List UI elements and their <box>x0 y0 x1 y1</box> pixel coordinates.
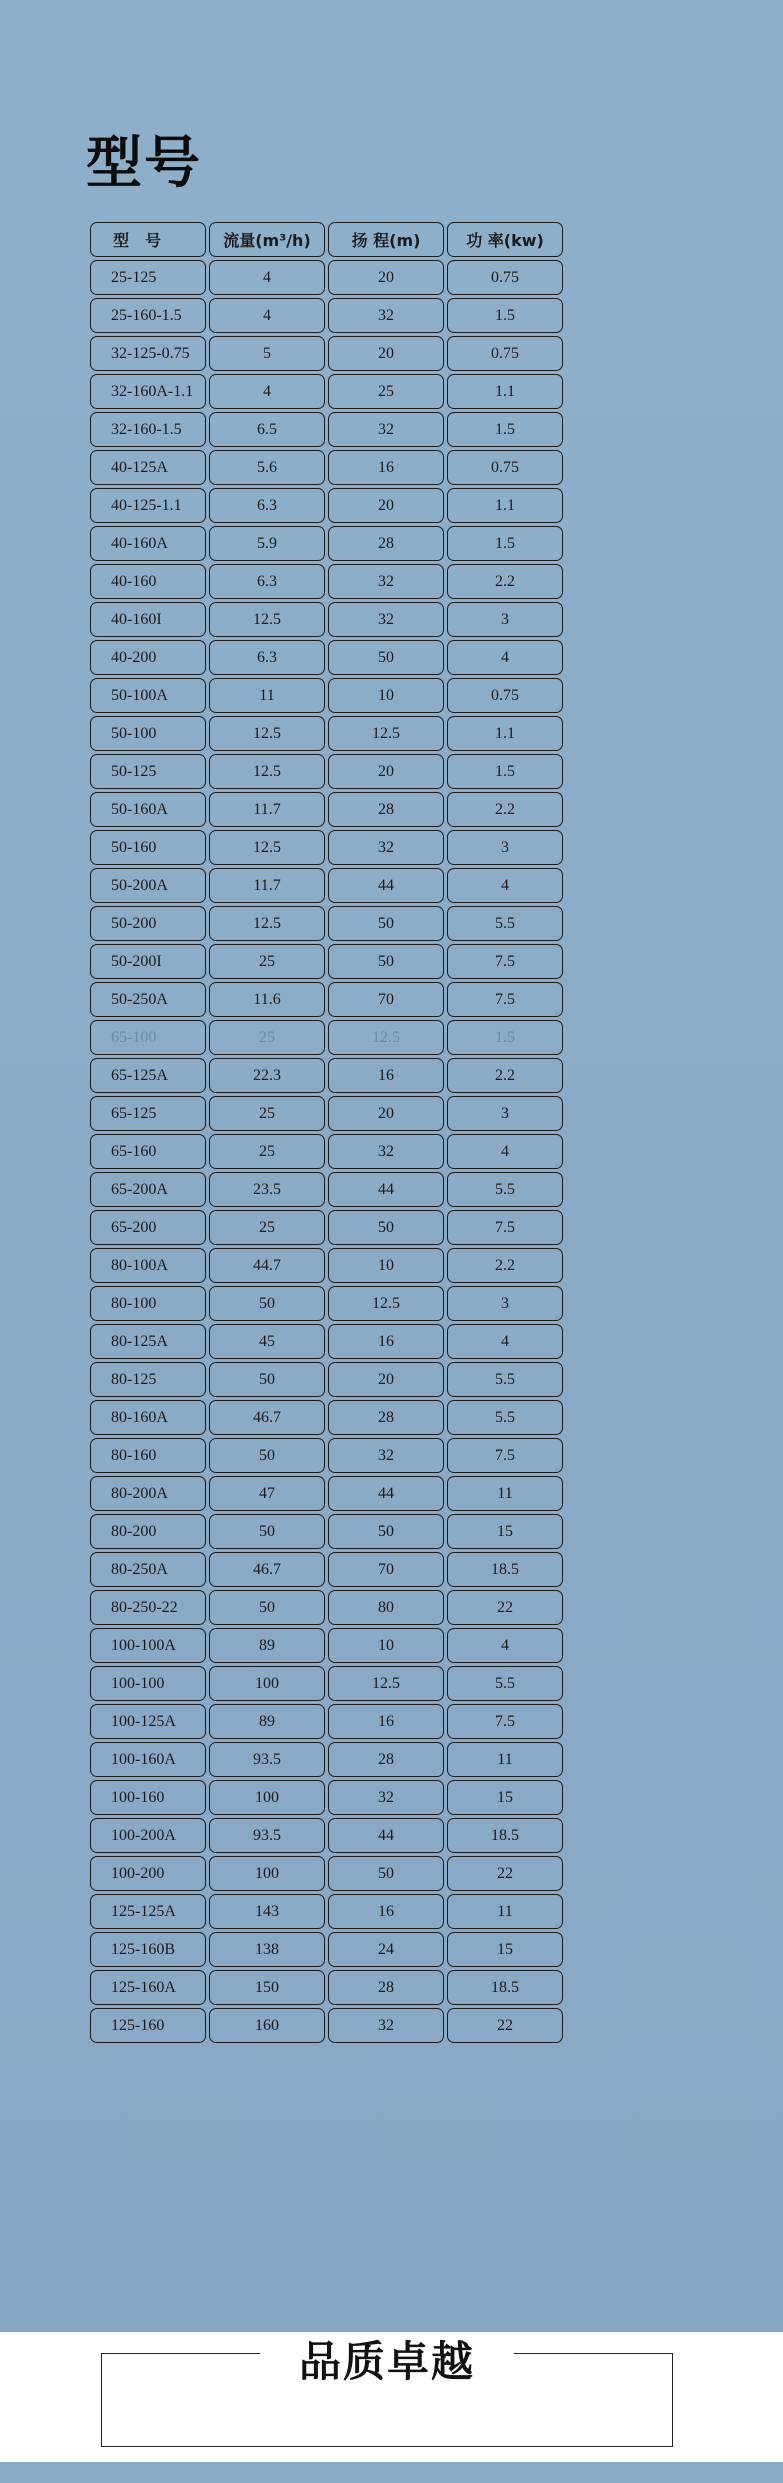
cell-flow: 150 <box>209 1970 325 2005</box>
cell-power: 4 <box>447 1324 563 1359</box>
header-power: 功 率(kw) <box>447 222 563 257</box>
cell-head: 10 <box>328 1248 444 1283</box>
cell-head: 50 <box>328 944 444 979</box>
cell-head: 32 <box>328 602 444 637</box>
cell-head: 12.5 <box>328 1020 444 1055</box>
cell-power: 18.5 <box>447 1818 563 1853</box>
cell-power: 15 <box>447 1780 563 1815</box>
cell-model: 32-160A-1.1 <box>90 374 206 409</box>
cell-model: 65-125A <box>90 1058 206 1093</box>
cell-power: 1.5 <box>447 754 563 789</box>
cell-flow: 5.9 <box>209 526 325 561</box>
cell-model: 40-160 <box>90 564 206 599</box>
cell-power: 11 <box>447 1476 563 1511</box>
footer-band <box>0 2332 783 2462</box>
cell-power: 0.75 <box>447 450 563 485</box>
cell-power: 5.5 <box>447 1666 563 1701</box>
cell-power: 7.5 <box>447 1438 563 1473</box>
cell-flow: 50 <box>209 1514 325 1549</box>
cell-power: 11 <box>447 1742 563 1777</box>
cell-flow: 12.5 <box>209 830 325 865</box>
cell-power: 0.75 <box>447 260 563 295</box>
cell-power: 7.5 <box>447 982 563 1017</box>
cell-head: 70 <box>328 982 444 1017</box>
cell-head: 12.5 <box>328 1666 444 1701</box>
cell-flow: 6.3 <box>209 640 325 675</box>
cell-power: 4 <box>447 640 563 675</box>
cell-power: 3 <box>447 1096 563 1131</box>
cell-flow: 6.3 <box>209 488 325 523</box>
cell-flow: 5 <box>209 336 325 371</box>
cell-flow: 143 <box>209 1894 325 1929</box>
cell-power: 7.5 <box>447 1704 563 1739</box>
cell-head: 12.5 <box>328 1286 444 1321</box>
cell-model: 100-160A <box>90 1742 206 1777</box>
cell-flow: 12.5 <box>209 602 325 637</box>
page-title: 型号 <box>86 130 202 196</box>
cell-model: 80-200A <box>90 1476 206 1511</box>
cell-head: 16 <box>328 1058 444 1093</box>
cell-head: 44 <box>328 1476 444 1511</box>
cell-head: 32 <box>328 564 444 599</box>
cell-head: 12.5 <box>328 716 444 751</box>
cell-head: 32 <box>328 2008 444 2043</box>
cell-flow: 100 <box>209 1856 325 1891</box>
cell-model: 100-100 <box>90 1666 206 1701</box>
cell-head: 25 <box>328 374 444 409</box>
cell-model: 100-100A <box>90 1628 206 1663</box>
cell-power: 1.5 <box>447 298 563 333</box>
cell-power: 5.5 <box>447 1172 563 1207</box>
cell-head: 20 <box>328 1362 444 1397</box>
cell-flow: 6.5 <box>209 412 325 447</box>
cell-flow: 25 <box>209 1210 325 1245</box>
cell-head: 20 <box>328 260 444 295</box>
cell-model: 125-125A <box>90 1894 206 1929</box>
cell-power: 1.5 <box>447 412 563 447</box>
cell-flow: 46.7 <box>209 1400 325 1435</box>
header-head: 扬 程(m) <box>328 222 444 257</box>
cell-model: 100-125A <box>90 1704 206 1739</box>
slogan: 品质卓越 <box>260 2338 514 2386</box>
cell-model: 32-160-1.5 <box>90 412 206 447</box>
cell-power: 3 <box>447 602 563 637</box>
bottom-strip <box>0 2462 783 2483</box>
cell-power: 22 <box>447 1590 563 1625</box>
cell-model: 50-200I <box>90 944 206 979</box>
cell-power: 18.5 <box>447 1970 563 2005</box>
cell-power: 1.1 <box>447 374 563 409</box>
cell-flow: 22.3 <box>209 1058 325 1093</box>
cell-model: 100-200A <box>90 1818 206 1853</box>
cell-head: 16 <box>328 1894 444 1929</box>
cell-power: 2.2 <box>447 564 563 599</box>
cell-power: 22 <box>447 1856 563 1891</box>
cell-model: 125-160A <box>90 1970 206 2005</box>
cell-model: 65-125 <box>90 1096 206 1131</box>
cell-model: 50-100A <box>90 678 206 713</box>
cell-flow: 50 <box>209 1362 325 1397</box>
cell-flow: 12.5 <box>209 906 325 941</box>
cell-model: 80-100 <box>90 1286 206 1321</box>
cell-model: 125-160B <box>90 1932 206 1967</box>
cell-power: 4 <box>447 1628 563 1663</box>
cell-power: 0.75 <box>447 678 563 713</box>
cell-flow: 100 <box>209 1780 325 1815</box>
cell-flow: 25 <box>209 1096 325 1131</box>
cell-model: 80-250-22 <box>90 1590 206 1625</box>
cell-head: 32 <box>328 1134 444 1169</box>
cell-power: 5.5 <box>447 1400 563 1435</box>
cell-power: 7.5 <box>447 944 563 979</box>
cell-head: 20 <box>328 488 444 523</box>
cell-model: 50-160A <box>90 792 206 827</box>
cell-model: 32-125-0.75 <box>90 336 206 371</box>
cell-model: 80-160 <box>90 1438 206 1473</box>
cell-head: 32 <box>328 830 444 865</box>
cell-model: 50-250A <box>90 982 206 1017</box>
cell-model: 40-125-1.1 <box>90 488 206 523</box>
cell-flow: 93.5 <box>209 1742 325 1777</box>
cell-model: 50-160 <box>90 830 206 865</box>
cell-flow: 160 <box>209 2008 325 2043</box>
cell-flow: 50 <box>209 1590 325 1625</box>
cell-power: 3 <box>447 830 563 865</box>
cell-flow: 11.7 <box>209 868 325 903</box>
cell-flow: 50 <box>209 1438 325 1473</box>
cell-power: 5.5 <box>447 1362 563 1397</box>
cell-head: 50 <box>328 906 444 941</box>
cell-head: 44 <box>328 1172 444 1207</box>
cell-head: 20 <box>328 754 444 789</box>
cell-model: 65-100 <box>90 1020 206 1055</box>
cell-flow: 4 <box>209 298 325 333</box>
cell-flow: 47 <box>209 1476 325 1511</box>
cell-head: 28 <box>328 526 444 561</box>
cell-model: 65-160 <box>90 1134 206 1169</box>
cell-model: 40-160A <box>90 526 206 561</box>
cell-model: 80-125 <box>90 1362 206 1397</box>
cell-flow: 11 <box>209 678 325 713</box>
cell-model: 25-160-1.5 <box>90 298 206 333</box>
cell-model: 80-250A <box>90 1552 206 1587</box>
cell-flow: 5.6 <box>209 450 325 485</box>
cell-model: 100-160 <box>90 1780 206 1815</box>
cell-power: 1.5 <box>447 526 563 561</box>
cell-head: 32 <box>328 1438 444 1473</box>
cell-head: 10 <box>328 678 444 713</box>
cell-flow: 100 <box>209 1666 325 1701</box>
cell-power: 15 <box>447 1932 563 1967</box>
cell-power: 1.5 <box>447 1020 563 1055</box>
cell-flow: 4 <box>209 260 325 295</box>
cell-head: 10 <box>328 1628 444 1663</box>
cell-head: 28 <box>328 1742 444 1777</box>
cell-model: 25-125 <box>90 260 206 295</box>
cell-power: 22 <box>447 2008 563 2043</box>
cell-flow: 89 <box>209 1704 325 1739</box>
cell-flow: 12.5 <box>209 716 325 751</box>
cell-head: 32 <box>328 412 444 447</box>
cell-head: 70 <box>328 1552 444 1587</box>
cell-head: 28 <box>328 1970 444 2005</box>
cell-model: 50-100 <box>90 716 206 751</box>
cell-head: 16 <box>328 1704 444 1739</box>
cell-power: 4 <box>447 868 563 903</box>
cell-flow: 12.5 <box>209 754 325 789</box>
cell-model: 125-160 <box>90 2008 206 2043</box>
cell-power: 2.2 <box>447 1248 563 1283</box>
cell-head: 20 <box>328 336 444 371</box>
cell-model: 50-200A <box>90 868 206 903</box>
cell-head: 28 <box>328 792 444 827</box>
cell-flow: 25 <box>209 1020 325 1055</box>
cell-flow: 11.7 <box>209 792 325 827</box>
cell-head: 44 <box>328 1818 444 1853</box>
cell-model: 80-200 <box>90 1514 206 1549</box>
cell-flow: 25 <box>209 1134 325 1169</box>
cell-flow: 50 <box>209 1286 325 1321</box>
cell-power: 7.5 <box>447 1210 563 1245</box>
header-model: 型 号 <box>90 222 206 257</box>
cell-head: 50 <box>328 1514 444 1549</box>
cell-head: 50 <box>328 1210 444 1245</box>
cell-head: 50 <box>328 640 444 675</box>
cell-model: 40-160I <box>90 602 206 637</box>
cell-power: 3 <box>447 1286 563 1321</box>
cell-model: 50-200 <box>90 906 206 941</box>
cell-model: 100-200 <box>90 1856 206 1891</box>
cell-flow: 93.5 <box>209 1818 325 1853</box>
cell-flow: 138 <box>209 1932 325 1967</box>
cell-model: 40-125A <box>90 450 206 485</box>
cell-flow: 25 <box>209 944 325 979</box>
spec-table <box>90 222 563 2043</box>
cell-head: 24 <box>328 1932 444 1967</box>
cell-model: 65-200 <box>90 1210 206 1245</box>
cell-flow: 46.7 <box>209 1552 325 1587</box>
cell-flow: 23.5 <box>209 1172 325 1207</box>
cell-flow: 45 <box>209 1324 325 1359</box>
cell-head: 20 <box>328 1096 444 1131</box>
cell-model: 80-160A <box>90 1400 206 1435</box>
cell-power: 0.75 <box>447 336 563 371</box>
cell-head: 16 <box>328 1324 444 1359</box>
cell-power: 4 <box>447 1134 563 1169</box>
cell-model: 65-200A <box>90 1172 206 1207</box>
cell-power: 18.5 <box>447 1552 563 1587</box>
cell-power: 1.1 <box>447 488 563 523</box>
cell-head: 28 <box>328 1400 444 1435</box>
header-flow: 流量(m³/h) <box>209 222 325 257</box>
cell-head: 50 <box>328 1856 444 1891</box>
cell-power: 5.5 <box>447 906 563 941</box>
cell-flow: 11.6 <box>209 982 325 1017</box>
cell-power: 15 <box>447 1514 563 1549</box>
cell-power: 2.2 <box>447 792 563 827</box>
cell-head: 16 <box>328 450 444 485</box>
cell-head: 32 <box>328 298 444 333</box>
cell-model: 50-125 <box>90 754 206 789</box>
cell-power: 2.2 <box>447 1058 563 1093</box>
cell-head: 32 <box>328 1780 444 1815</box>
cell-flow: 4 <box>209 374 325 409</box>
cell-model: 80-100A <box>90 1248 206 1283</box>
cell-flow: 89 <box>209 1628 325 1663</box>
cell-model: 40-200 <box>90 640 206 675</box>
cell-flow: 6.3 <box>209 564 325 599</box>
cell-power: 11 <box>447 1894 563 1929</box>
cell-flow: 44.7 <box>209 1248 325 1283</box>
cell-head: 80 <box>328 1590 444 1625</box>
cell-model: 80-125A <box>90 1324 206 1359</box>
cell-head: 44 <box>328 868 444 903</box>
cell-power: 1.1 <box>447 716 563 751</box>
